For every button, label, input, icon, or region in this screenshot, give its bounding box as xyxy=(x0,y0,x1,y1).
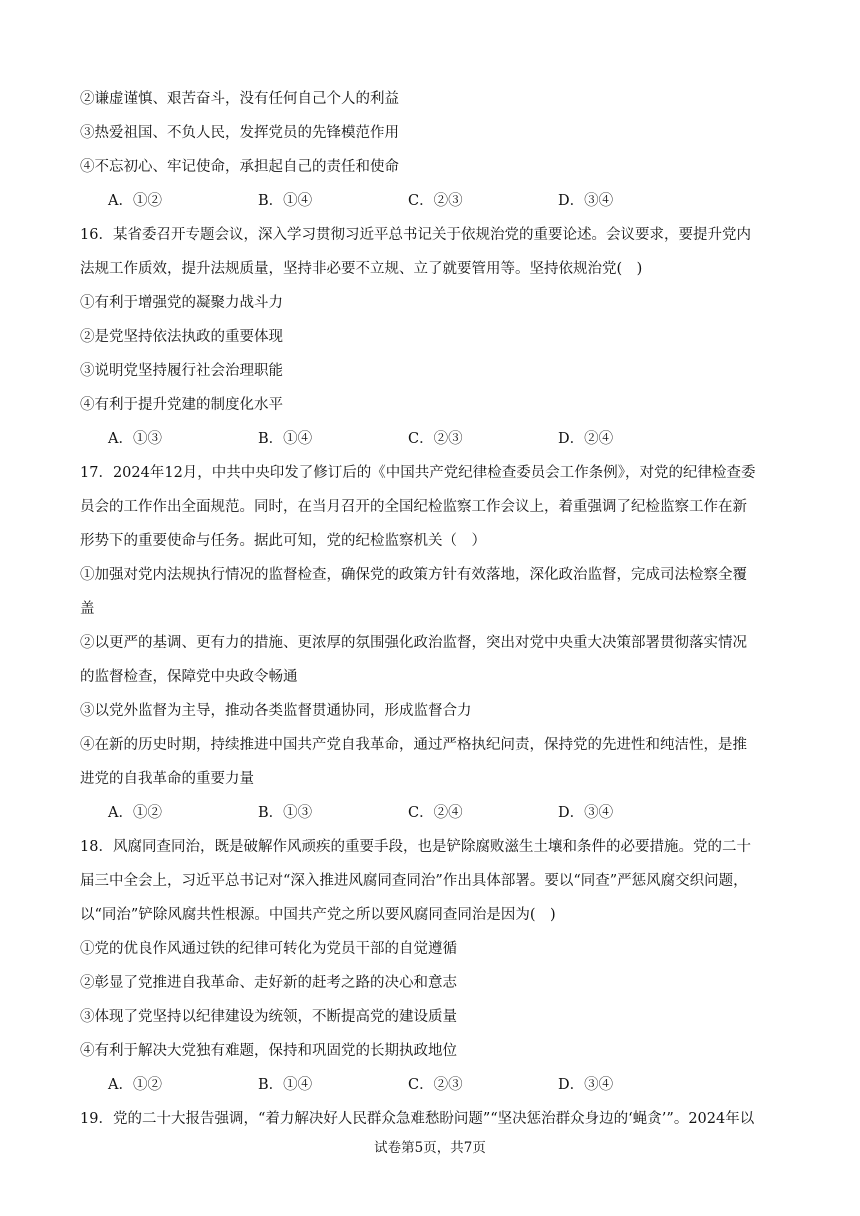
option-c: C．②③ xyxy=(408,1077,463,1093)
item-line: ③说明党坚持履行社会治理职能 xyxy=(80,363,283,379)
question-stem: 16．某省委召开专题会议，深入学习贯彻习近平总书记关于依规治党的重要论述。会议要求，要提升党内 xyxy=(80,227,751,243)
question-17 xyxy=(80,456,780,830)
exam-page xyxy=(80,82,780,1136)
option-d: D．②④ xyxy=(558,431,614,447)
question-stem: 员会的工作作出全面规范。同时，在当月召开的全国纪检监察工作会议上，着重强调了纪检监察工作在新 xyxy=(80,499,747,515)
option-c: C．②③ xyxy=(408,193,463,209)
item-line: ③热爱祖国、不负人民，发挥党员的先锋模范作用 xyxy=(80,125,399,141)
option-a: A．①③ xyxy=(108,431,162,447)
item-line: ②彰显了党推进自我革命、走好新的赶考之路的决心和意志 xyxy=(80,975,457,991)
options-row xyxy=(80,184,780,218)
item-line: ②谦虚谨慎、艰苦奋斗，没有任何自己个人的利益 xyxy=(80,91,399,107)
item-line: ②以更严的基调、更有力的措施、更浓厚的氛围强化政治监督，突出对党中央重大决策部署贯彻落实情况 xyxy=(80,635,747,651)
item-line: ②是党坚持依法执政的重要体现 xyxy=(80,329,283,345)
options-row xyxy=(80,422,780,456)
item-line: ④在新的历史时期，持续推进中国共产党自我革命，通过严格执纪问责，保持党的先进性和纯洁性，是推 xyxy=(80,737,747,753)
prev-question-tail xyxy=(80,82,780,218)
item-line: ④不忘初心、牢记使命，承担起自己的责任和使命 xyxy=(80,159,399,175)
item-line: ①加强对党内法规执行情况的监督检查，确保党的政策方针有效落地，深化政治监督，完成司法检察全覆 xyxy=(80,567,747,583)
question-19 xyxy=(80,1102,780,1136)
question-stem: 届三中全会上，习近平总书记对“深入推进风腐同查同治”作出具体部署。要以“同查”严惩风腐交织问题， xyxy=(80,873,748,889)
option-d: D．③④ xyxy=(558,805,614,821)
option-d: D．③④ xyxy=(558,1077,614,1093)
option-b: B．①④ xyxy=(258,193,313,209)
page-footer: 试卷第5页，共7页 xyxy=(374,1140,486,1156)
options-row xyxy=(80,1068,780,1102)
option-b: B．①④ xyxy=(258,431,313,447)
option-a: A．①② xyxy=(108,193,162,209)
option-c: C．②④ xyxy=(408,805,463,821)
option-b: B．①③ xyxy=(258,805,313,821)
option-a: A．①② xyxy=(108,1077,162,1093)
item-line: ③体现了党坚持以纪律建设为统领，不断提高党的建设质量 xyxy=(80,1009,457,1025)
option-a: A．①② xyxy=(108,805,162,821)
option-d: D．③④ xyxy=(558,193,614,209)
item-line: 的监督检查，保障党中央政令畅通 xyxy=(80,669,298,685)
item-line: ④有利于解决大党独有难题，保持和巩固党的长期执政地位 xyxy=(80,1043,457,1059)
option-b: B．①④ xyxy=(258,1077,313,1093)
item-line: 盖 xyxy=(80,601,95,617)
question-stem: 17．2024年12月，中共中央印发了修订后的《中国共产党纪律检查委员会工作条例》，对党的纪律检查委 xyxy=(80,465,756,481)
question-16 xyxy=(80,218,780,456)
question-stem: 形势下的重要使命与任务。据此可知，党的纪检监察机关（ ） xyxy=(80,533,486,549)
option-c: C．②③ xyxy=(408,431,463,447)
item-line: ①党的优良作风通过铁的纪律可转化为党员干部的自觉遵循 xyxy=(80,941,457,957)
item-line: ③以党外监督为主导，推动各类监督贯通协同，形成监督合力 xyxy=(80,703,472,719)
item-line: 进党的自我革命的重要力量 xyxy=(80,771,254,787)
question-18 xyxy=(80,830,780,1102)
item-line: ①有利于增强党的凝聚力战斗力 xyxy=(80,295,283,311)
question-stem: 18．风腐同查同治，既是破解作风顽疾的重要手段，也是铲除腐败滋生土壤和条件的必要措施。党的二十 xyxy=(80,839,751,855)
item-line: ④有利于提升党建的制度化水平 xyxy=(80,397,283,413)
question-stem: 以“同治”铲除风腐共性根源。中国共产党之所以要风腐同查同治是因为( ) xyxy=(80,907,556,923)
question-stem: 法规工作质效，提升法规质量，坚持非必要不立规、立了就要管用等。坚持依规治党( ) xyxy=(80,261,643,277)
options-row xyxy=(80,796,780,830)
question-stem: 19．党的二十大报告强调，“着力解决好人民群众急难愁盼问题”“坚决惩治群众身边的‘蝇贪’”。2024年以 xyxy=(80,1111,755,1127)
